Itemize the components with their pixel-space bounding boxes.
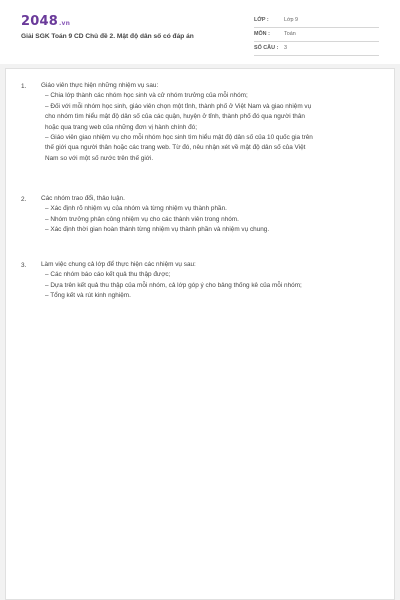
question-2-body <box>41 194 386 236</box>
question-3-number: 3. <box>21 262 27 269</box>
meta-value-question-count: 3 <box>284 45 287 51</box>
logo-main-text: 2048 <box>21 14 58 29</box>
meta-value-subject: Toán <box>284 31 296 37</box>
question-1-line: – Chia lớp thành các nhóm học sinh và cử nhóm trưởng của mỗi nhóm; <box>45 92 248 100</box>
meta-row-subject <box>254 28 379 42</box>
question-2-line: – Xác định thời gian hoàn thành từng nhiệm vụ thành phần và nhiệm vụ chung. <box>45 226 270 234</box>
document-page <box>5 68 395 600</box>
question-3-line: – Tổng kết và rút kinh nghiệm. <box>45 292 131 300</box>
question-1-body <box>41 81 386 164</box>
question-2-line: – Nhóm trưởng phân công nhiệm vụ cho các thành viên trong nhóm. <box>45 215 239 223</box>
question-1-line: – Đối với mỗi nhóm học sinh, giáo viên chọn một tỉnh, thành phố ở Việt Nam và giao nhiệm vụ <box>45 102 312 110</box>
meta-label-question-count: SỐ CÂU : <box>254 45 279 51</box>
meta-label-subject: MÔN : <box>254 31 270 37</box>
question-3-line: Làm việc chung cả lớp để thực hiện các nhiệm vụ sau: <box>41 261 196 268</box>
question-1-line: Nam so với một số nước trên thế giới. <box>45 154 154 162</box>
meta-row-class <box>254 14 379 28</box>
question-1-line: thế giới qua người thân hoặc các trang web. Từ đó, nêu nhận xét về mật độ dân số của Việt <box>45 144 306 152</box>
question-1-number: 1. <box>21 83 27 90</box>
question-3-body <box>41 260 386 302</box>
meta-label-class: LỚP : <box>254 17 269 23</box>
question-3-line: – Dựa trên kết quả thu thập của mỗi nhóm, cả lớp góp ý cho bảng thống kê của mỗi nhóm; <box>45 281 302 289</box>
question-2-number: 2. <box>21 196 27 203</box>
question-1-line: cho nhóm tìm hiểu mật độ dân số của các quận, huyện ở tỉnh, thành phố đó qua người thân <box>45 113 305 121</box>
question-3-line: – Các nhóm báo cáo kết quả thu thập được; <box>45 271 171 279</box>
meta-row-question-count <box>254 42 379 56</box>
meta-value-class: Lớp 9 <box>284 17 299 23</box>
document-title: Giải SGK Toán 9 CD Chủ đề 2. Mật độ dân số có đáp án <box>21 33 194 40</box>
question-1-line: – Giáo viên giao nhiệm vụ cho mỗi nhóm học sinh tìm hiểu mật độ dân số của 10 quốc gia trên <box>45 134 313 142</box>
question-2-line: Các nhóm trao đổi, thảo luận. <box>41 195 125 202</box>
site-logo[interactable] <box>21 14 70 29</box>
question-1-line: hoặc qua trang web của những đơn vị hành chính đó; <box>45 123 198 131</box>
question-2-line: – Xác định rõ nhiệm vụ của nhóm và từng nhiệm vụ thành phần. <box>45 205 227 213</box>
question-1-line: Giáo viên thực hiện những nhiệm vụ sau: <box>41 82 159 89</box>
logo-tld-text: .vn <box>58 20 71 27</box>
document-header <box>0 0 400 64</box>
